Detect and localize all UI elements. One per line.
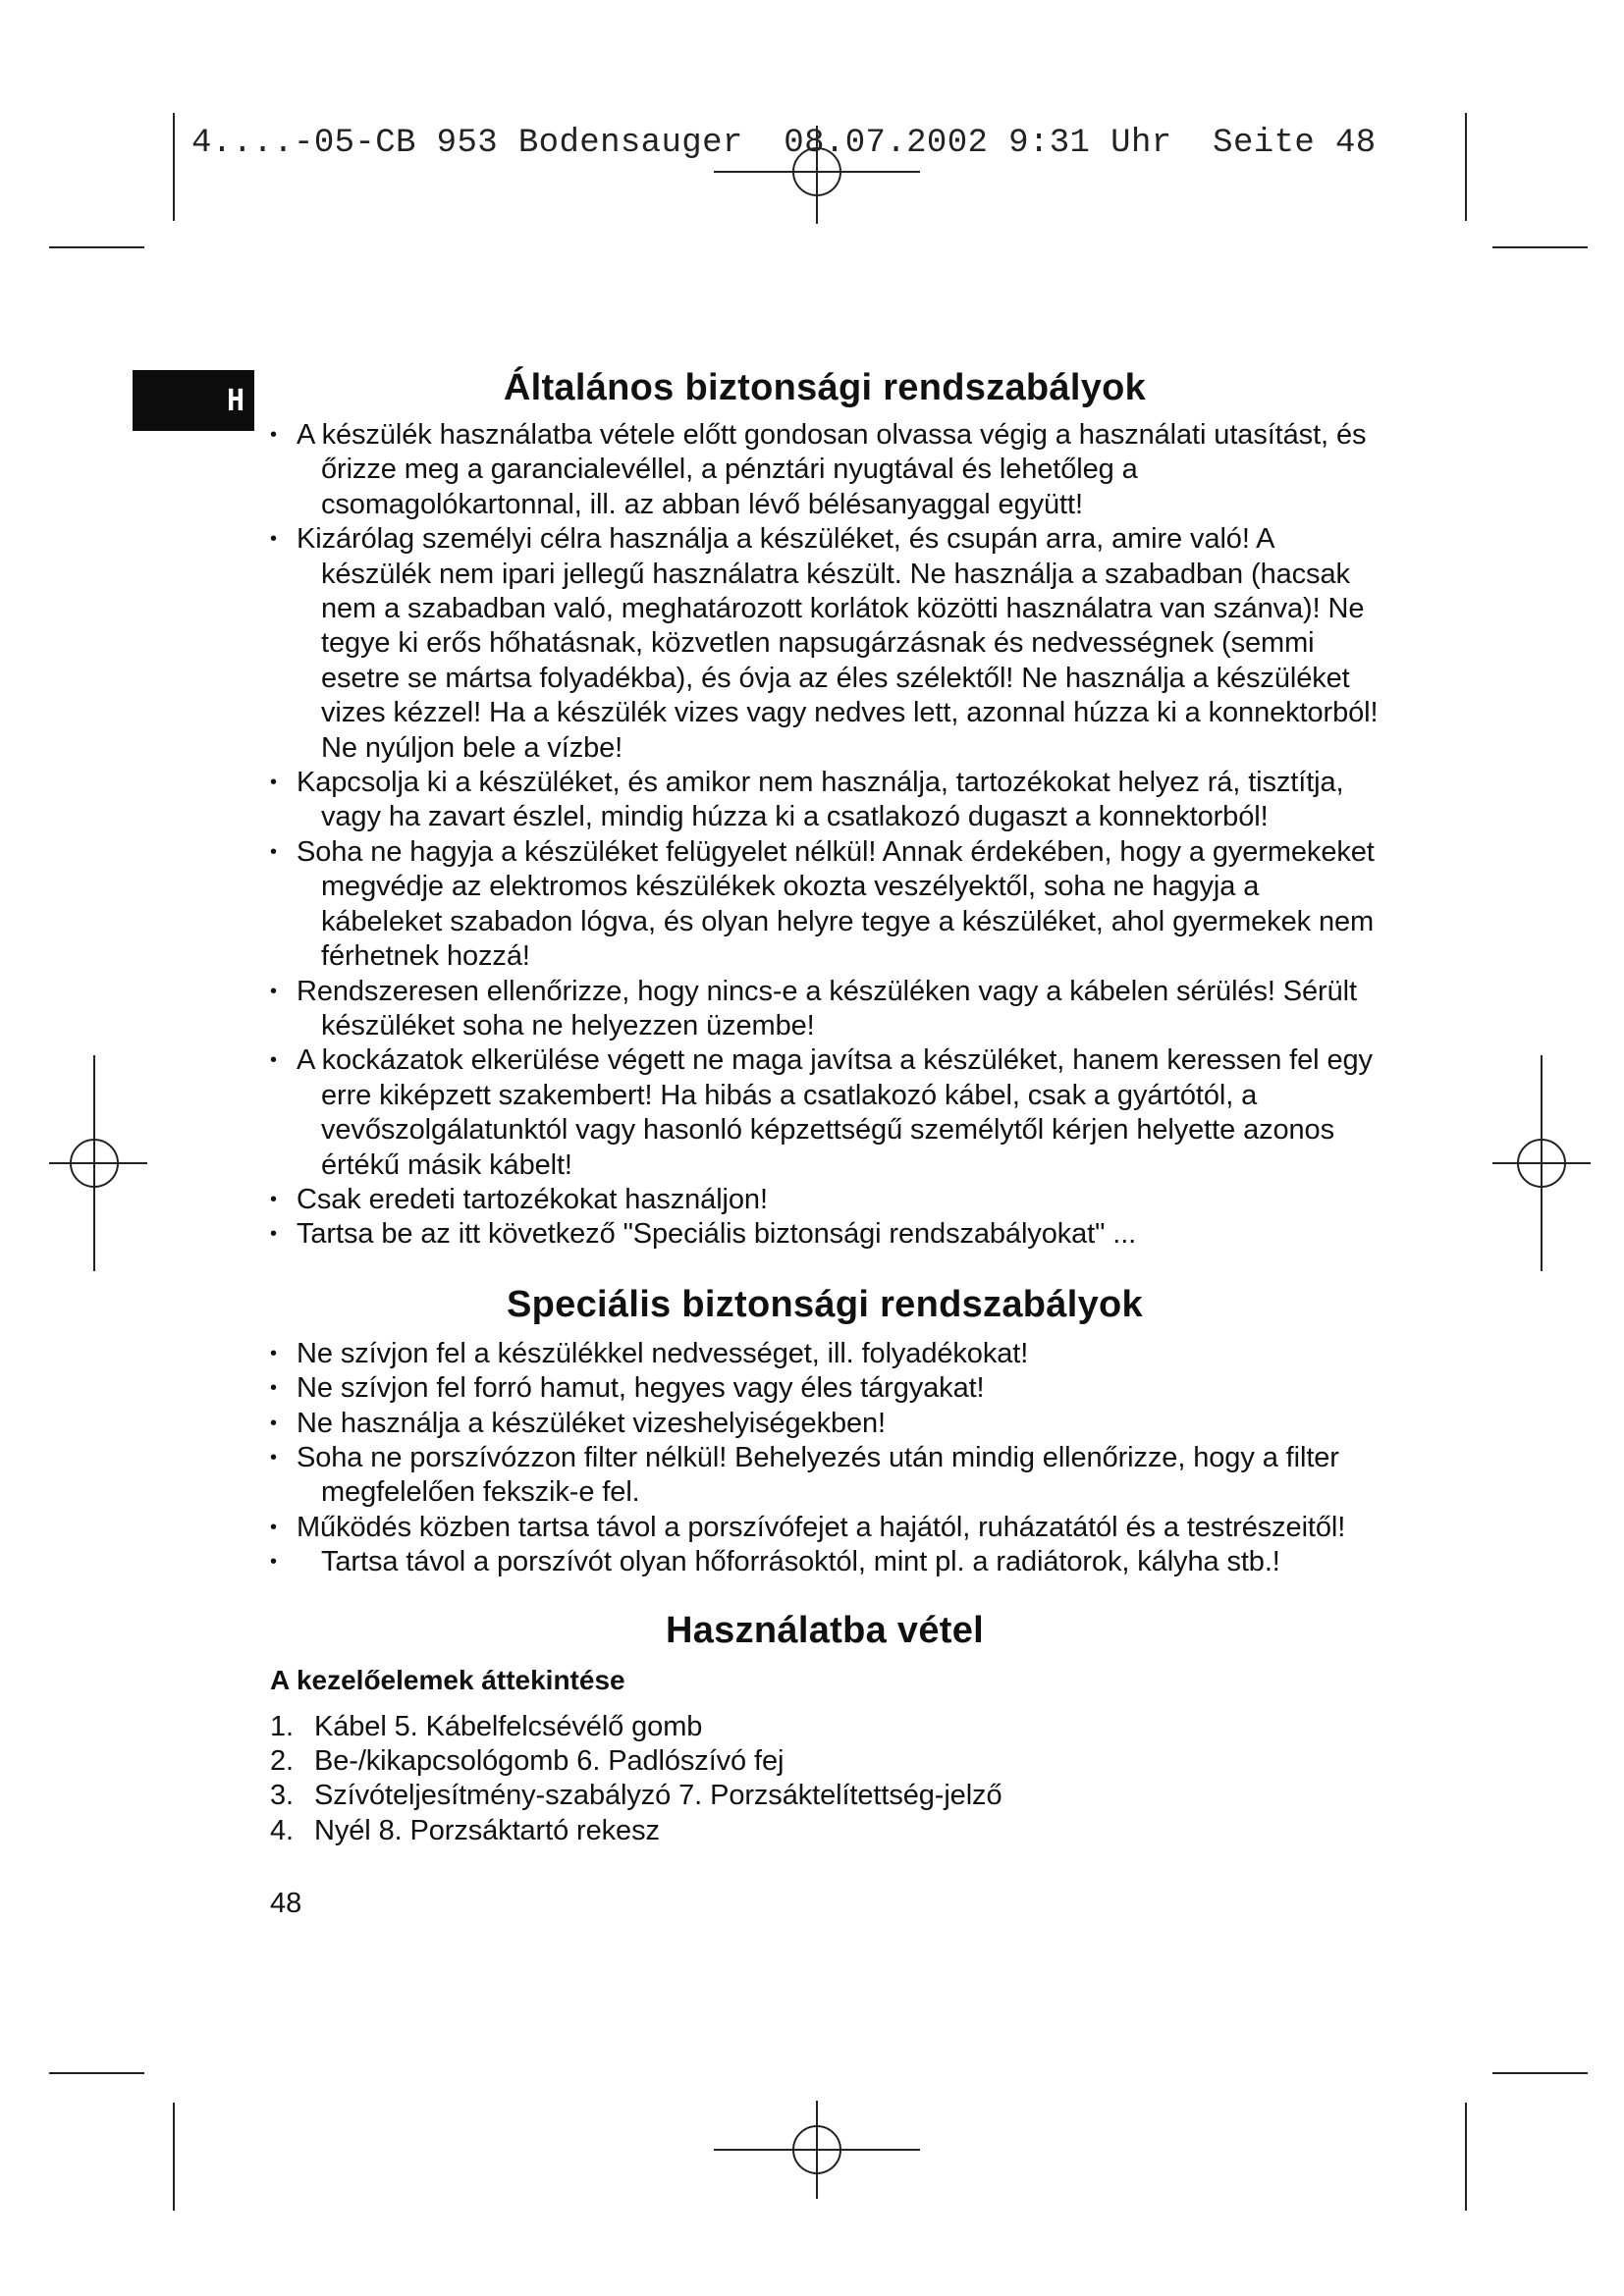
- general-safety-list: [270, 418, 1380, 1253]
- item-number: 3.: [270, 1780, 294, 1812]
- list-item: • Kapcsolja ki a készüléket, és amikor nem használja, tartozékokat helyez rá, tisztítja, vagy ha zavart észlel, mindig húzza ki a csatlakozó dugaszt a konnektorból!: [270, 766, 1380, 835]
- special-safety-list: [270, 1337, 1380, 1580]
- item-number: 1.: [270, 1710, 294, 1742]
- item-text: Nyél 8. Porzsáktartó rekesz: [314, 1814, 660, 1846]
- item-number: 4.: [270, 1814, 294, 1846]
- item-text: Szívóteljesítmény-szabályzó 7. Porzsáktelítettség-jelző: [314, 1780, 1002, 1812]
- list-item: [270, 1744, 1380, 1779]
- list-item: • Működés közben tartsa távol a porszívófejet a hajától, ruházatától és a testrészeitől!: [270, 1511, 1380, 1545]
- list-item: [270, 1814, 1380, 1848]
- list-item: • Soha ne hagyja a készüléket felügyelet nélkül! Annak érdekében, hogy a gyermekeket megvédje az elektromos készülékek okozta veszélyektől, soha ne hagyja a kábeleket szabadon lógva, és olyan helyre tegye a készüléket, ahol gyermekek nem férhetnek hozzá!: [270, 835, 1380, 975]
- list-item: • Soha ne porszívózzon filter nélkül! Behelyezés után mindig ellenőrizze, hogy a filter megfelelően fekszik-e fel.: [270, 1441, 1380, 1511]
- list-item: • Ne szívjon fel forró hamut, hegyes vagy éles tárgyakat!: [270, 1371, 1380, 1406]
- item-text: Be-/kikapcsológomb 6. Padlószívó fej: [314, 1745, 785, 1777]
- list-item: [270, 1779, 1380, 1813]
- list-item: • Ne használja a készüléket vizeshelyiségekben!: [270, 1407, 1380, 1441]
- page-content: [270, 363, 1380, 1921]
- list-item: • Tartsa be az itt következő "Speciális biztonsági rendszabályokat" ...: [270, 1217, 1380, 1252]
- item-number: 2.: [270, 1745, 294, 1777]
- controls-overview-subtitle: A kezelőelemek áttekintése: [270, 1664, 625, 1695]
- print-slug: 4....-05-CB 953 Bodensauger 08.07.2002 9:31 Uhr Seite 48: [191, 125, 1377, 162]
- language-tab: H: [133, 370, 254, 431]
- list-item: • Ne szívjon fel a készülékkel nedvességet, ill. folyadékokat!: [270, 1337, 1380, 1371]
- getting-started-title: Használatba vétel: [665, 1609, 985, 1651]
- list-item: [270, 1710, 1380, 1744]
- list-item: • Tartsa távol a porszívót olyan hőforrásoktól, mint pl. a radiátorok, kályha stb.!: [270, 1545, 1380, 1579]
- list-item: • A készülék használatba vétele előtt gondosan olvassa végig a használati utasítást, és őrizze meg a garancialevéllel, a pénztári nyugtával és lehetőleg a csomagolókartonnal, ill. az abban lévő bélésanyaggal együtt!: [270, 418, 1380, 522]
- controls-list: [270, 1710, 1380, 1849]
- page-number: 48: [270, 1888, 302, 1920]
- item-text: Kábel 5. Kábelfelcsévélő gomb: [314, 1710, 703, 1742]
- list-item: • Csak eredeti tartozékokat használjon!: [270, 1183, 1380, 1217]
- list-item: • Kizárólag személyi célra használja a készüléket, és csupán arra, amire való! A készülék nem ipari jellegű használatra készült. Ne használja a szabadban (hacsak nem a szabadban való, meghatározott korlátok közötti használatra van szánva)! Ne tegye ki erős hőhatásnak, közvetlen napsugárzásnak és nedvességnek (semmi esetre se mártsa folyadékba), és óvja az éles szélektől! Ne használja a készüléket vizes kézzel! Ha a készülék vizes vagy nedves lett, azonnal húzza ki a konnektorból! Ne nyúljon bele a vízbe!: [270, 522, 1380, 766]
- list-item: • A kockázatok elkerülése végett ne maga javítsa a készüléket, hanem keressen fel egy erre kiképzett szakembert! Ha hibás a csatlakozó kábel, csak a gyártótól, a vevőszolgálatunktól vagy hasonló képzettségű személytől kérjen helyette azonos értékű másik kábelt!: [270, 1043, 1380, 1183]
- special-safety-title: Speciális biztonsági rendszabályok: [507, 1283, 1143, 1325]
- general-safety-title: Általános biztonsági rendszabályok: [503, 367, 1147, 408]
- list-item: • Rendszeresen ellenőrizze, hogy nincs-e a készüléken vagy a kábelen sérülés! Sérült készüléket soha ne helyezzen üzembe!: [270, 975, 1380, 1044]
